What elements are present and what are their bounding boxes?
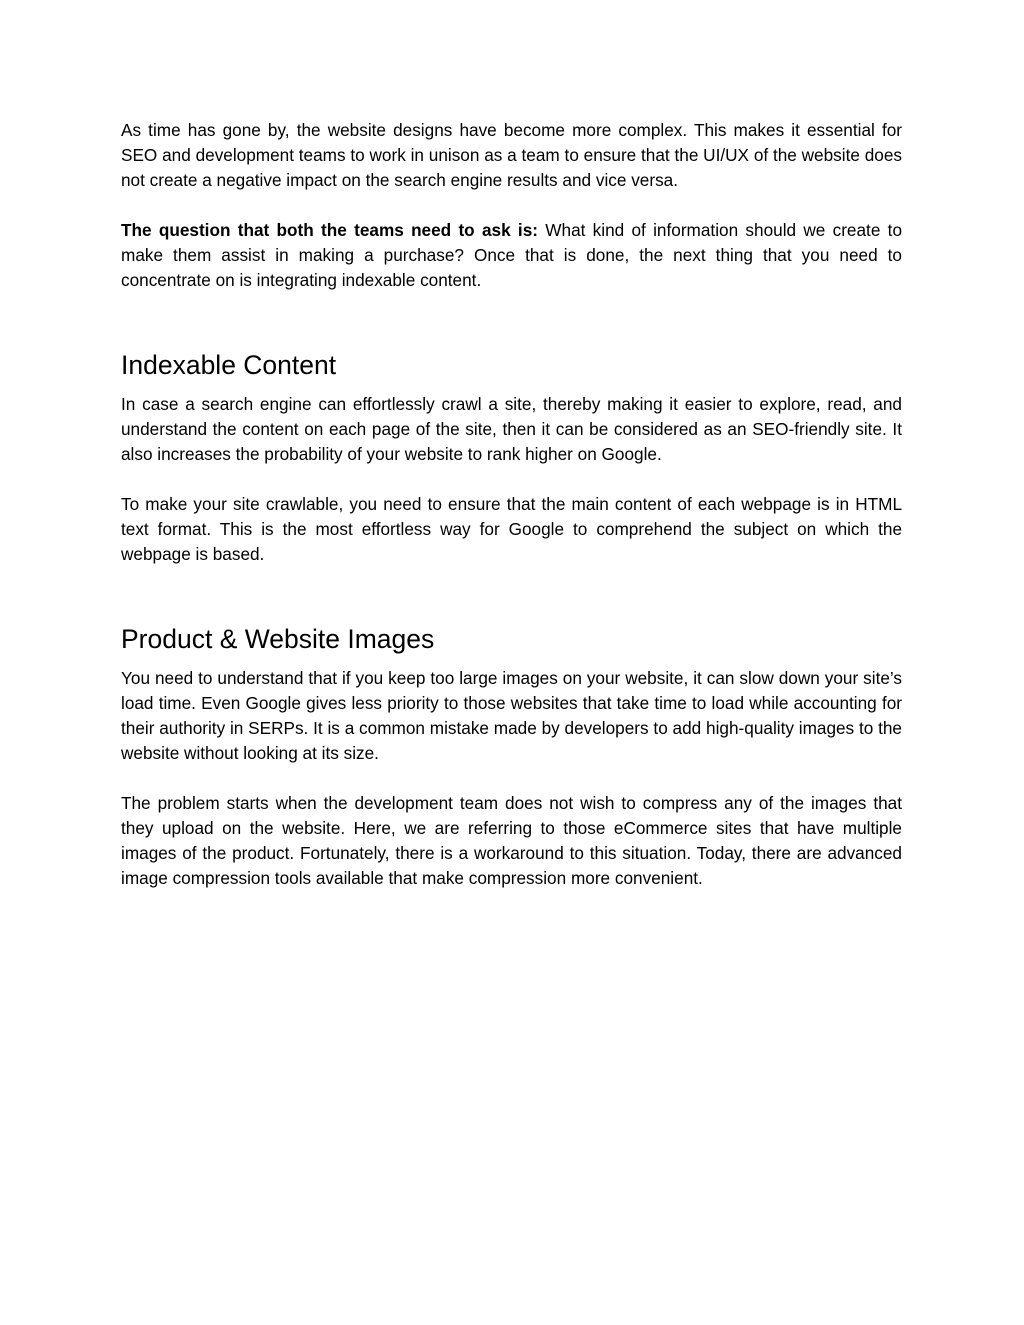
section-paragraph: The problem starts when the development team does not wish to compress any of the images that they upload on the website. Here, we are referring to those eCommerce sites that have multiple images of the product. Fortunately, there is a workaround to this situation. Today, there are advanced image compression tools available that make compression more convenient. [121,793,902,888]
section-paragraph: To make your site crawlable, you need to ensure that the main content of each webpage is in HTML text format. This is the most effortless way for Google to comprehend the subject on which the webpage is based. [121,494,902,564]
intro-paragraph: As time has gone by, the website designs have become more complex. This makes it essential for SEO and development teams to work in unison as a team to ensure that the UI/UX of the website does not create a negative impact on the search engine results and vice versa. [121,120,902,190]
intro-block [121,118,902,293]
document-page [121,118,902,891]
section-paragraph: You need to understand that if you keep too large images on your website, it can slow down your site’s load time. Even Google gives less priority to those websites that take time to load while accounting for their authority in SERPs. It is a common mistake made by developers to add high-quality images to the website without looking at its size. [121,668,902,763]
section-heading: Product & Website Images [121,624,435,654]
section-product-website-images [121,623,902,891]
question-paragraph [121,218,902,293]
section-indexable-content [121,349,902,567]
question-lead: The question that both the teams need to ask is: [121,220,538,240]
section-paragraph: In case a search engine can effortlessly crawl a site, thereby making it easier to explore, read, and understand the content on each page of the site, then it can be considered as an SEO-friendly site. It also increases the probability of your website to rank higher on Google. [121,394,902,464]
section-heading: Indexable Content [121,350,337,380]
question-body: What kind of information should we create to make them assist in making a purchase? Once that is done, the next thing that you need to concentrate on is integrating indexable content. [121,220,902,290]
